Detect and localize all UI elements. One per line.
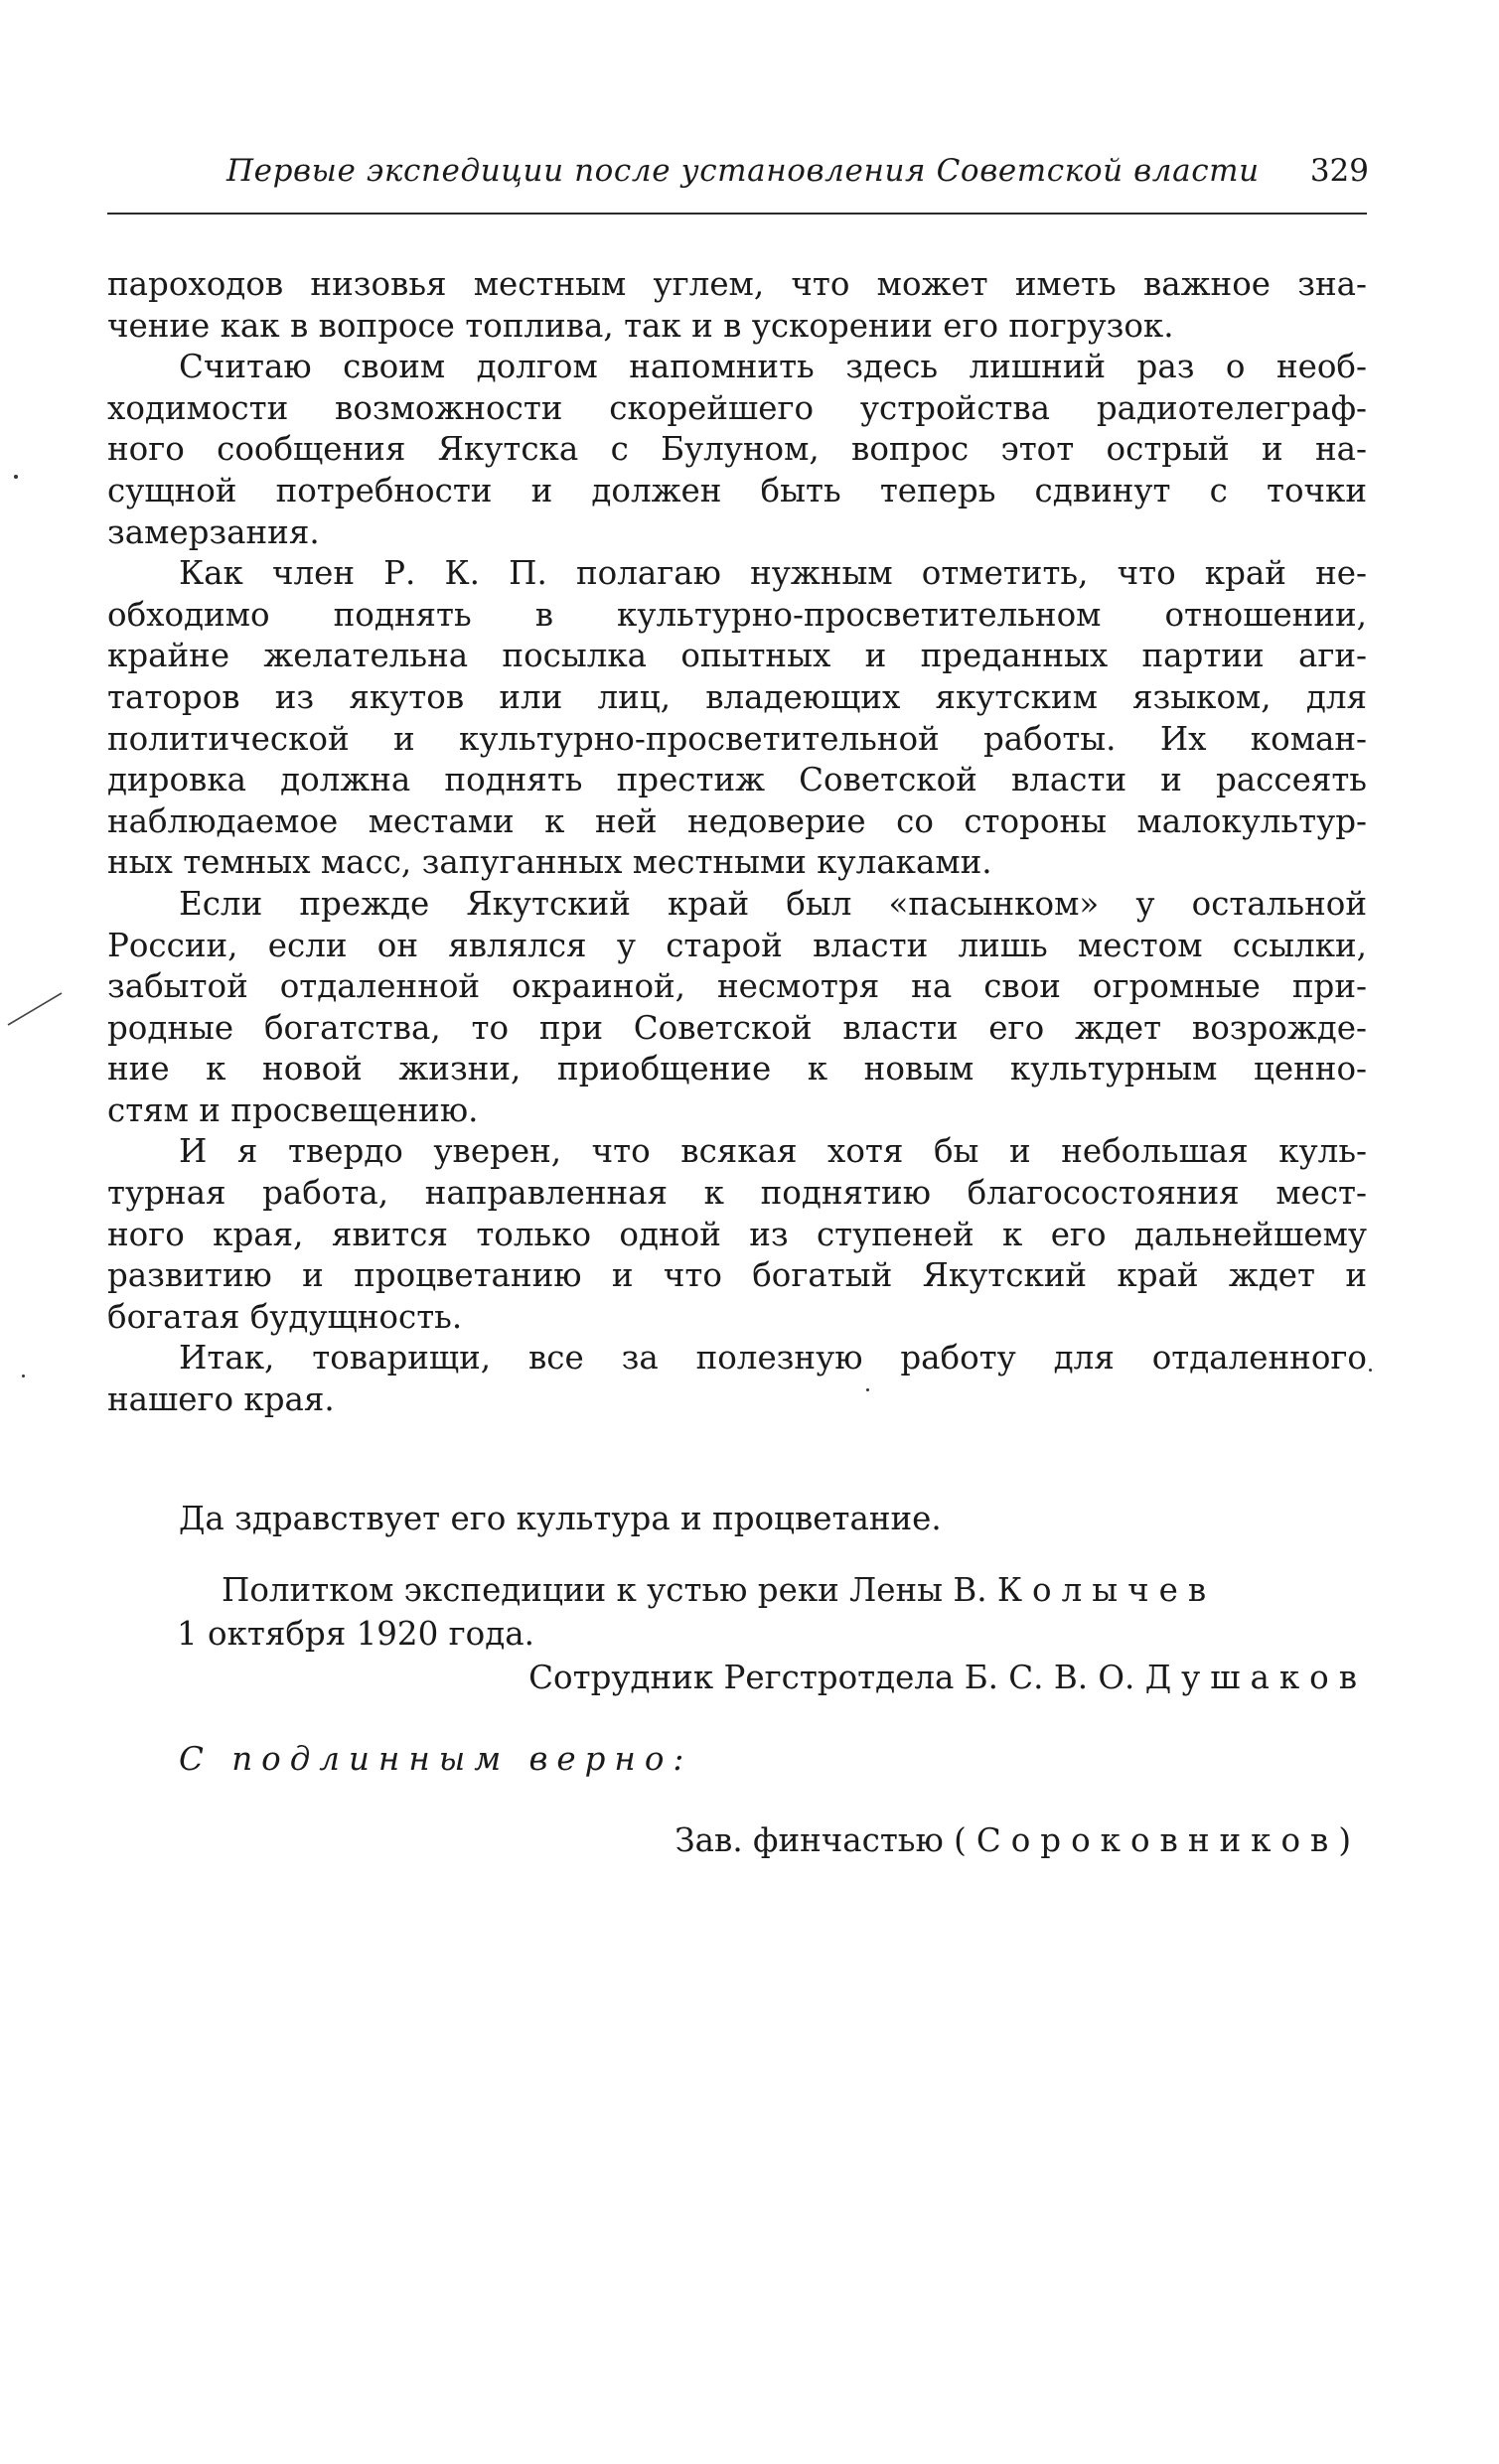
text-line: наблюдаемое местами к ней недоверие со стороны малокультур-	[107, 801, 1367, 840]
text-line: родные богатства, то при Советской власти его ждет возрожде-	[107, 1008, 1367, 1047]
regstrotdel-name: Душаков	[1144, 1659, 1367, 1696]
text-line: сущной потребности и должен быть теперь сдвинут с точки	[107, 471, 1367, 509]
text-line: Если прежде Якутский край был «пасынком» у остальной	[179, 884, 1367, 923]
text-line: замерзания.	[107, 512, 320, 551]
ink-speck	[866, 1388, 869, 1391]
text-line: ходимости возможности скорейшего устройства радиотелеграф-	[107, 388, 1367, 427]
signature-politkom	[107, 1571, 1367, 1609]
ink-speck	[1369, 1369, 1372, 1372]
margin-pencil-mark	[6, 989, 66, 1029]
running-head-title: Первые экспедиции после установления Советской власти	[226, 153, 1260, 189]
politkom-name: Колычев	[996, 1571, 1217, 1609]
text-line: богатая будущность.	[107, 1297, 463, 1336]
signature-finance	[107, 1821, 1361, 1859]
finance-name: (Сороковников)	[954, 1821, 1361, 1859]
text-line: Считаю своим долгом напомнить здесь лишний раз о необ-	[179, 348, 1367, 386]
text-line: И я твердо уверен, что всякая хотя бы и небольшая куль-	[179, 1132, 1367, 1171]
text-line: чение как в вопросе топлива, так и в ускорении его погрузок.	[107, 306, 1174, 345]
text-line: ние к новой жизни, приобщение к новым культурным ценно-	[107, 1050, 1367, 1088]
text-line: пароходов низовья местным углем, что может иметь важное зна-	[107, 265, 1367, 303]
text-line: стям и просвещению.	[107, 1090, 479, 1129]
text-line: турная работа, направленная к поднятию благосостояния мест-	[107, 1174, 1367, 1213]
text-line: политической и культурно-просветительной работы. Их коман-	[107, 719, 1367, 758]
text-line: ных темных масс, запуганных местными кулаками.	[107, 843, 992, 882]
text-line: развитию и процветанию и что богатый Якутский край ждет и	[107, 1256, 1367, 1295]
finance-title: Зав. финчастью	[675, 1821, 944, 1859]
text-line: нашего края.	[107, 1380, 335, 1419]
text-line: таторов из якутов или лиц, владеющих якутским языком, для	[107, 677, 1367, 716]
text-line: России, если он являлся у старой власти лишь местом ссылки,	[107, 926, 1367, 964]
page-number: 329	[1309, 153, 1369, 189]
text-line: ного сообщения Якутска с Булуном, вопрос этот острый и на-	[107, 430, 1367, 469]
header-rule	[107, 213, 1367, 215]
text-line: забытой отдаленной окраиной, несмотря на свои огромные при-	[107, 967, 1367, 1006]
politkom-title: Политком экспедиции к устью реки Лены В.	[222, 1571, 987, 1609]
text-line: Итак, товарищи, все за полезную работу для отдаленного	[179, 1339, 1367, 1377]
running-head	[107, 153, 1369, 197]
signature-date: 1 октября 1920 года.	[177, 1615, 534, 1653]
ink-speck	[14, 475, 18, 479]
ink-speck	[22, 1375, 25, 1377]
text-line: обходимо поднять в культурно-просветительном отношении,	[107, 595, 1367, 634]
closing-line: Да здравствует его культура и процветание.	[179, 1500, 942, 1537]
signature-regstrotdel	[107, 1659, 1367, 1696]
body-text	[107, 264, 1367, 1421]
regstrotdel-title: Сотрудник Регстротдела Б. С. В. О.	[528, 1659, 1135, 1696]
text-line: ного края, явится только одной из ступеней к его дальнейшему	[107, 1215, 1367, 1253]
text-line: Как член Р. К. П. полагаю нужным отметить, что край не-	[179, 554, 1367, 593]
attestation: С подлинным верно:	[179, 1740, 693, 1778]
text-line: крайне желательна посылка опытных и преданных партии аги-	[107, 637, 1367, 675]
text-line: дировка должна поднять престиж Советской власти и рассеять	[107, 761, 1367, 799]
